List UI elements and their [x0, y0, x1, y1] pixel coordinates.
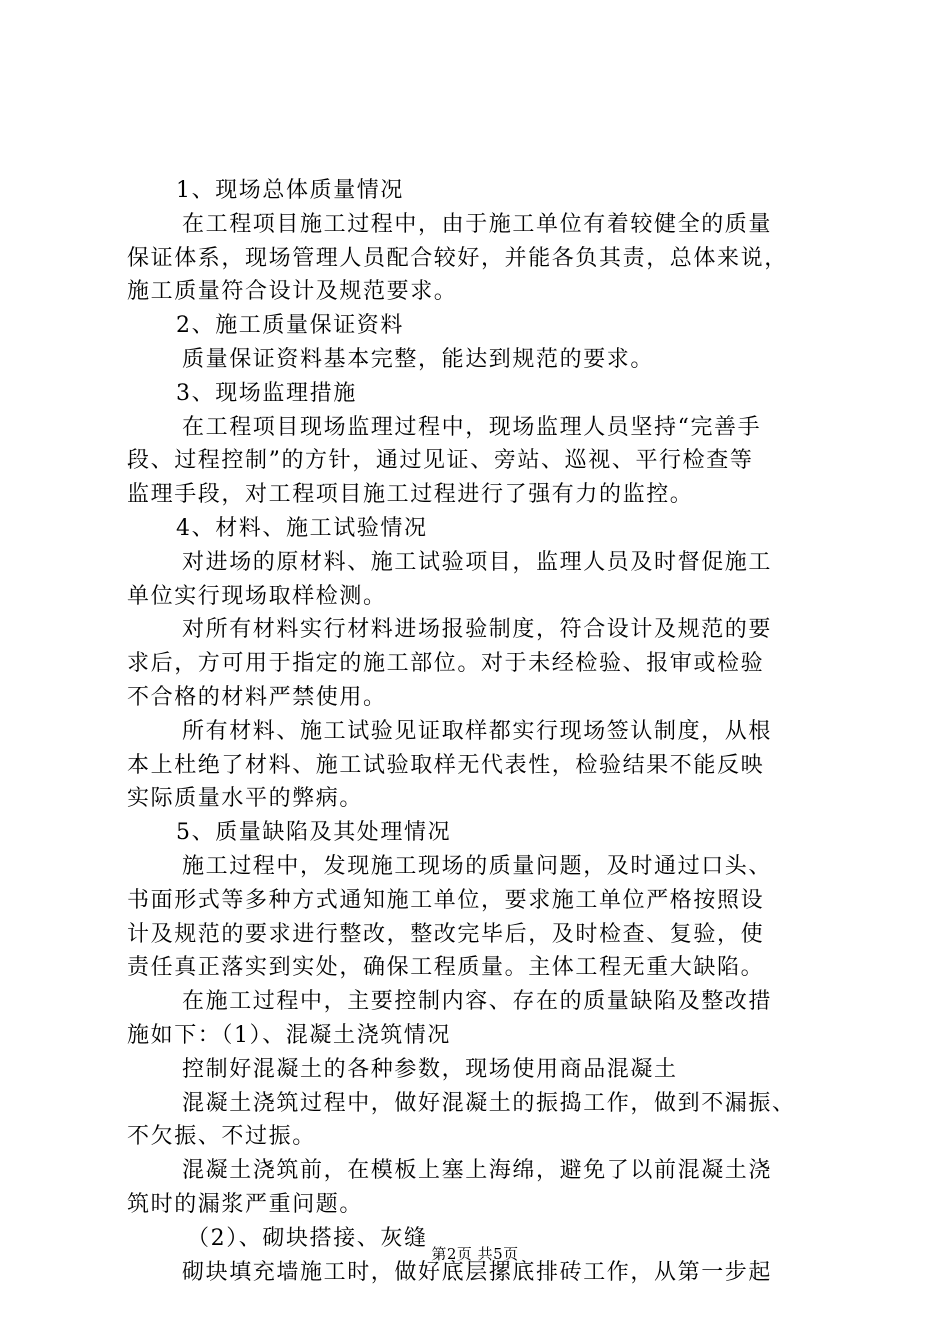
- text-line: 对所有材料实行材料进场报验制度，符合设计及规范的要: [182, 617, 773, 643]
- text-line: 本上杜绝了材料、施工试验取样无代表性，检验结果不能反映: [127, 752, 765, 778]
- section-heading: 1、现场总体质量情况: [176, 178, 404, 203]
- text-line: 计及规范的要求进行整改，整改完毕后，及时检查、复验，使: [127, 921, 765, 947]
- text-line: 单位实行现场取样检测。: [127, 583, 387, 609]
- text-line: 书面形式等多种方式通知施工单位，要求施工单位严格按照设: [127, 887, 765, 913]
- section-heading: 3、现场监理措施: [176, 380, 357, 406]
- text-line: 段、过程控制”的方针，通过见证、旁站、巡视、平行检查等: [127, 448, 754, 474]
- text-line: 求后，方可用于指定的施工部位。对于未经检验、报审或检验: [127, 651, 765, 677]
- text-line: 监理手段，对工程项目施工过程进行了强有力的监控。: [127, 482, 694, 508]
- text-line: 施工过程中，发现施工现场的质量问题，及时通过口头、: [182, 853, 773, 879]
- text-line: 在施工过程中，主要控制内容、存在的质量缺陷及整改措: [182, 989, 773, 1015]
- text-line: 责任真正落实到实处，确保工程质量。主体工程无重大缺陷。: [127, 955, 765, 981]
- text-line: 质量保证资料基本完整，能达到规范的要求。: [182, 346, 655, 372]
- text-line: 混凝土浇筑过程中，做好混凝土的振捣工作，做到不漏振、: [182, 1090, 796, 1116]
- text-line: 在工程项目施工过程中，由于施工单位有着较健全的质量: [182, 211, 773, 237]
- text-line: 对进场的原材料、施工试验项目，监理人员及时督促施工: [182, 549, 773, 575]
- text-line: 混凝土浇筑前，在模板上塞上海绵，避免了以前混凝土浇: [182, 1158, 773, 1184]
- text-line: 所有材料、施工试验见证取样都实行现场签认制度，从根: [182, 718, 773, 744]
- text-line: 控制好混凝土的各种参数，现场使用商品混凝土: [182, 1056, 678, 1082]
- text-line: 实际质量水平的弊病。: [127, 786, 364, 812]
- text-line: 保证体系，现场管理人员配合较好，并能各负其责，总体来说，: [127, 245, 788, 271]
- text-line: 在工程项目现场监理过程中，现场监理人员坚持“完善手: [182, 414, 762, 440]
- page-footer: 第2页 共5页: [431, 1245, 519, 1263]
- text-line: 不欠振、不过振。: [127, 1124, 316, 1150]
- text-line: 施工质量符合设计及规范要求。: [127, 279, 458, 305]
- section-heading: 4、材料、施工试验情况: [176, 515, 428, 541]
- section-heading: 5、质量缺陷及其处理情况: [176, 820, 452, 846]
- text-line: 砌块填充墙施工时，做好底层摞底排砖工作，从第一步起: [182, 1259, 773, 1285]
- section-heading: 2、施工质量保证资料: [176, 313, 404, 339]
- text-line: （2）、砌块搭接、灰缝: [187, 1225, 428, 1251]
- text-line: 施如下：（1）、混凝土浇筑情况: [127, 1022, 451, 1048]
- text-line: 筑时的漏浆严重问题。: [127, 1191, 364, 1217]
- text-line: 不合格的材料严禁使用。: [127, 684, 387, 710]
- document-body: [127, 174, 837, 1289]
